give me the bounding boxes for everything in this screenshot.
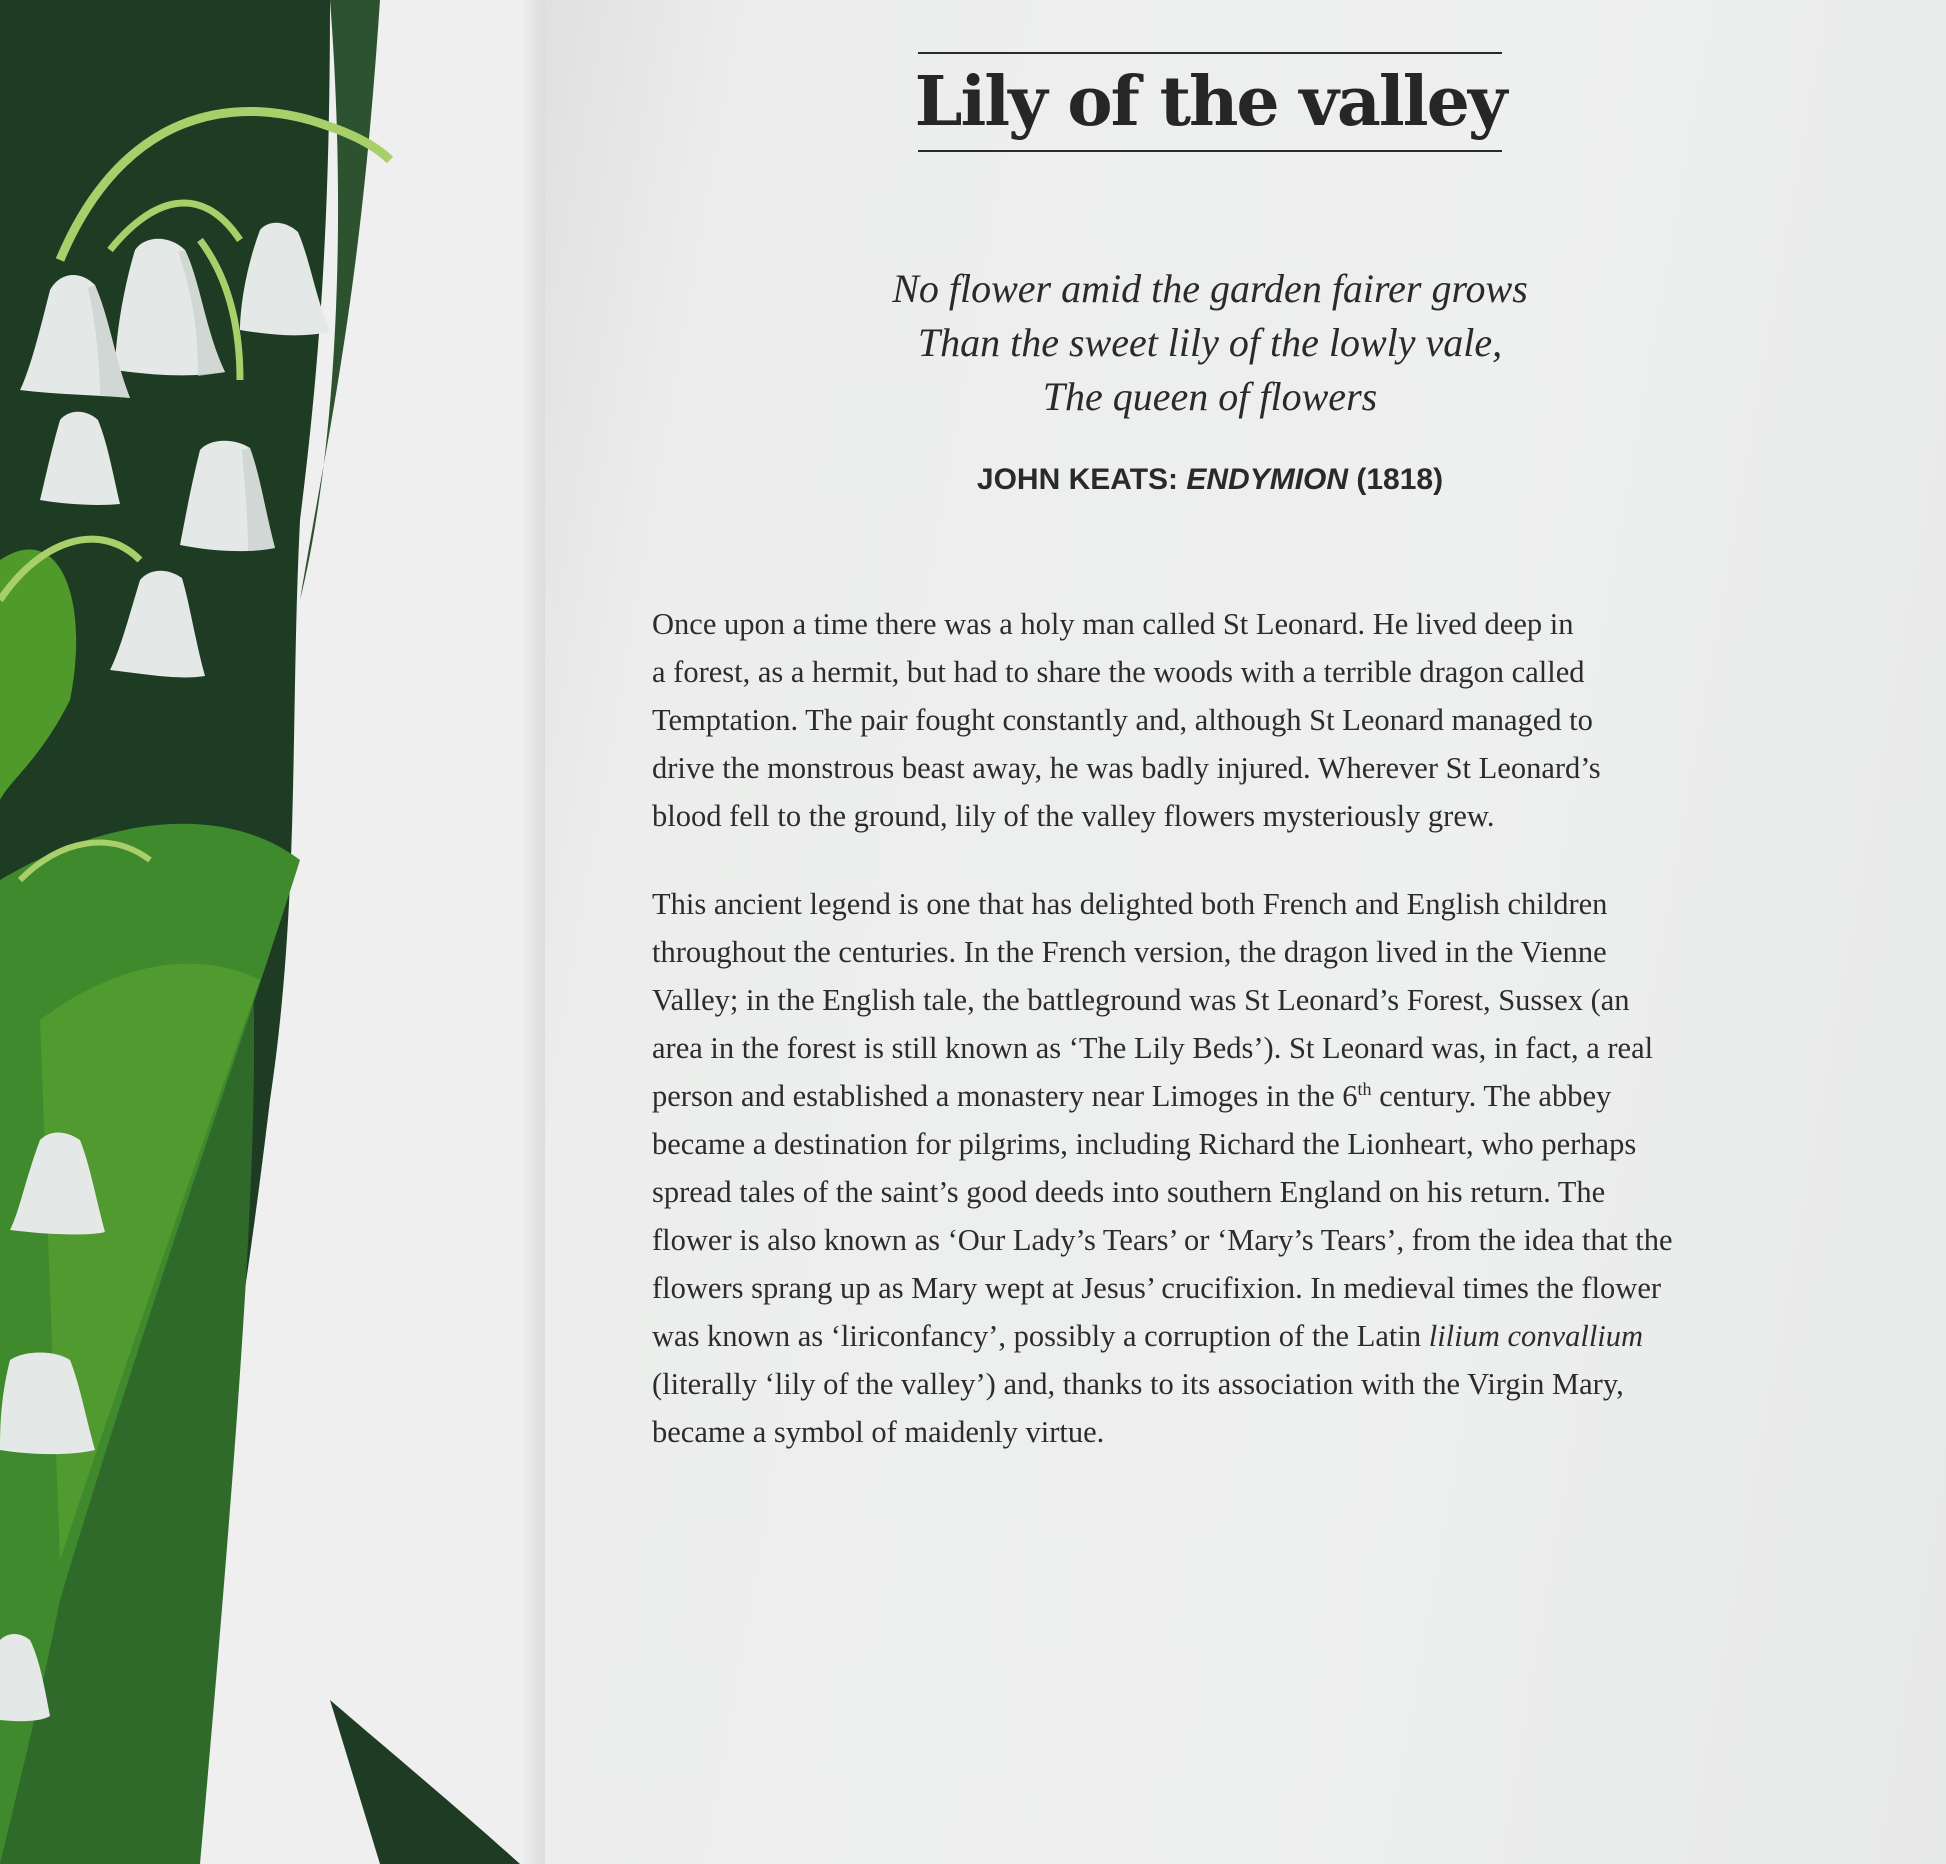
text-segment: person and established a monastery near Limoges in the 6 bbox=[652, 1079, 1358, 1113]
illustration-page bbox=[0, 0, 545, 1864]
title-rule-bottom bbox=[918, 150, 1502, 152]
body-paragraph-2 bbox=[652, 880, 1802, 1456]
title-rule-top bbox=[918, 52, 1502, 54]
attribution-year: (1818) bbox=[1348, 463, 1444, 496]
text-line: drive the monstrous beast away, he was badly injured. Wherever St Leonard’s bbox=[652, 751, 1601, 785]
text-line: Valley; in the English tale, the battleground was St Leonard’s Forest, Sussex (an bbox=[652, 983, 1630, 1017]
epigraph bbox=[860, 262, 1560, 424]
text-line bbox=[652, 1072, 1802, 1120]
text-line: Once upon a time there was a holy man called St Leonard. He lived deep in bbox=[652, 607, 1574, 641]
superscript: th bbox=[1357, 1078, 1372, 1099]
text-line: became a symbol of maidenly virtue. bbox=[652, 1415, 1105, 1449]
text-line: area in the forest is still known as ‘The Lily Beds’). St Leonard was, in fact, a real bbox=[652, 1031, 1654, 1065]
text-line: blood fell to the ground, lily of the valley flowers mysteriously grew. bbox=[652, 799, 1495, 833]
epigraph-line: Than the sweet lily of the lowly vale, bbox=[917, 320, 1503, 365]
text-line bbox=[652, 1312, 1802, 1360]
text-line: a forest, as a hermit, but had to share the woods with a terrible dragon called bbox=[652, 655, 1585, 689]
page-title: Lily of the valley bbox=[914, 62, 1506, 142]
epigraph-line: No flower amid the garden fairer grows bbox=[892, 266, 1528, 311]
attribution-work: ENDYMION bbox=[1186, 463, 1349, 496]
text-line: became a destination for pilgrims, including Richard the Lionheart, who perhaps bbox=[652, 1127, 1637, 1161]
epigraph-line: The queen of flowers bbox=[1042, 374, 1378, 419]
text-segment: was known as ‘liriconfancy’, possibly a corruption of the Latin bbox=[652, 1319, 1429, 1353]
text-line: flower is also known as ‘Our Lady’s Tears’ or ‘Mary’s Tears’, from the idea that the bbox=[652, 1223, 1673, 1257]
text-line: (literally ‘lily of the valley’) and, thanks to its association with the Virgin Mary, bbox=[652, 1367, 1624, 1401]
lily-of-the-valley-illustration bbox=[0, 0, 545, 1864]
attribution-author: JOHN KEATS: bbox=[976, 463, 1187, 496]
epigraph-attribution bbox=[860, 460, 1560, 500]
text-line: This ancient legend is one that has delighted both French and English children bbox=[652, 887, 1608, 921]
text-line: Temptation. The pair fought constantly and, although St Leonard managed to bbox=[652, 703, 1593, 737]
text-segment: century. The abbey bbox=[1371, 1079, 1612, 1113]
text-line: throughout the centuries. In the French version, the dragon lived in the Vienne bbox=[652, 935, 1607, 969]
latin-name: lilium convallium bbox=[1428, 1319, 1644, 1353]
text-line: flowers sprang up as Mary wept at Jesus’ crucifixion. In medieval times the flower bbox=[652, 1271, 1662, 1305]
body-paragraph-1 bbox=[652, 600, 1802, 840]
text-line: spread tales of the saint’s good deeds into southern England on his return. The bbox=[652, 1175, 1606, 1209]
